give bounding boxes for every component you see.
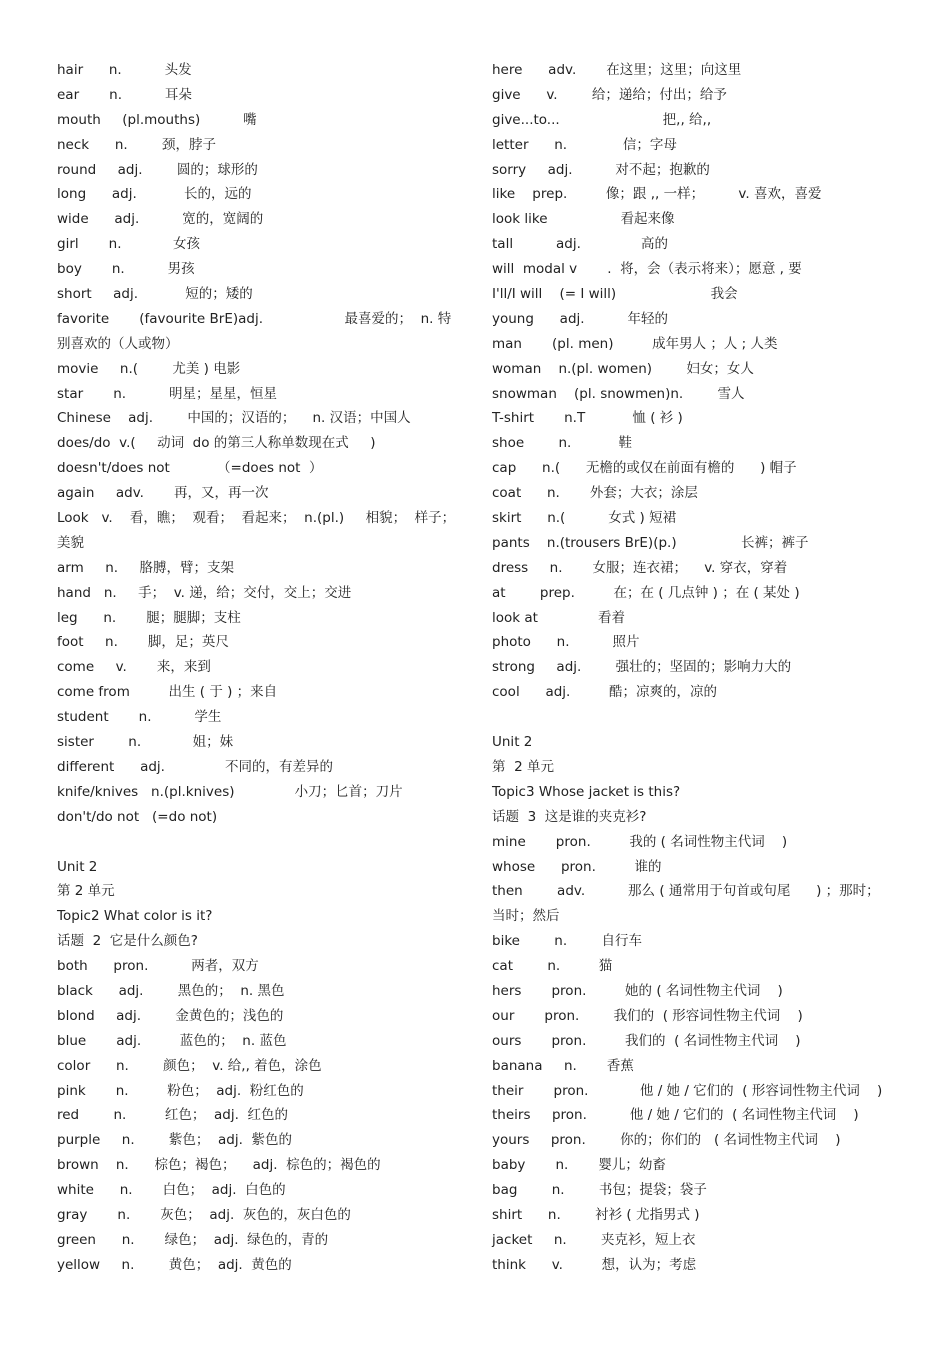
vocab-line: mine pron. 我的 ( 名词性物主代词 ) <box>492 833 788 850</box>
vocab-line: man (pl. men) 成年男人 ；人 ; 人类 <box>492 335 778 352</box>
vocab-line: woman n.(pl. women) 妇女；女人 <box>492 360 754 377</box>
vocab-line: brown n. 棕色；褐色； adj. 棕色的；褐色的 <box>57 1157 381 1174</box>
vocab-line: leg n. 腿；腿脚；支柱 <box>57 609 241 626</box>
vocab-line: coat n. 外套；大衣；涂层 <box>492 485 698 502</box>
vocab-line: whose pron. 谁的 <box>492 858 662 875</box>
vocab-line: hers pron. 她的 ( 名词性物主代词 ) <box>492 982 783 999</box>
left-column <box>57 58 462 1278</box>
vocab-line: bag n. 书包；提袋；袋子 <box>492 1182 707 1199</box>
vocab-line: come from 出生 ( 于 ) ；来自 <box>57 684 278 701</box>
vocab-line: does/do v.( 动词 do 的第三人称单数现在式 ) <box>57 435 376 452</box>
vocab-line: shoe n. 鞋 <box>492 435 633 452</box>
vocab-line: ear n. 耳朵 <box>57 86 192 103</box>
vocab-line: black adj. 黑色的； n. 黑色 <box>57 982 285 999</box>
vocab-line: jacket n. 夹克衫，短上衣 <box>492 1231 696 1248</box>
vocab-line: sorry adj. 对不起；抱歉的 <box>492 161 710 178</box>
vocab-line: letter n. 信；字母 <box>492 136 677 153</box>
vocab-line: round adj. 圆的；球形的 <box>57 161 258 178</box>
vocab-line: their pron. 他 / 她 / 它们的 ( 形容词性物主代词 ) <box>492 1082 883 1099</box>
vocab-line: will modal v . 将，会（表示将来）；愿意 , 要 <box>492 261 802 278</box>
vocab-line: Topic3 Whose jacket is this? <box>492 783 681 800</box>
vocab-line: knife/knives n.(pl.knives) 小刀；匕首；刀片 <box>57 783 403 800</box>
vocab-line: wide adj. 宽的，宽阔的 <box>57 211 264 228</box>
vocab-line: color n. 颜色； v. 给,, 着色，涂色 <box>57 1057 322 1074</box>
right-column <box>492 58 892 1278</box>
vocab-line: neck n. 颈，脖子 <box>57 136 217 153</box>
vocab-line: Chinese adj. 中国的；汉语的； n. 汉语；中国人 <box>57 410 411 427</box>
vocab-line: Look v. 看，瞧； 观看； 看起来； n.(pl.) 相貌； 样子； <box>57 510 456 527</box>
vocab-line: bike n. 自行车 <box>492 933 642 950</box>
vocab-line: cool adj. 酷；凉爽的，凉的 <box>492 684 717 701</box>
vocab-line: green n. 绿色； adj. 绿色的，青的 <box>57 1231 329 1248</box>
vocab-line: Topic2 What color is it? <box>57 908 213 925</box>
vocab-line: Unit 2 <box>57 858 98 875</box>
vocab-line: Unit 2 <box>492 734 533 751</box>
vocab-line: 美貌 <box>57 534 84 551</box>
vocab-line: I'll/I will (= I will) 我会 <box>492 286 738 303</box>
vocab-line: different adj. 不同的，有差异的 <box>57 758 334 775</box>
vocab-line: baby n. 婴儿；幼畜 <box>492 1157 666 1174</box>
vocab-line: movie n.( 尤美 ) 电影 <box>57 360 241 377</box>
vocab-line: cap n.( 无檐的或仅在前面有檐的 ) 帽子 <box>492 460 797 477</box>
vocab-line: boy n. 男孩 <box>57 261 195 278</box>
vocab-line: theirs pron. 他 / 她 / 它们的 ( 名词性物主代词 ) <box>492 1107 859 1124</box>
vocab-line: then adv. 那么 ( 通常用于句首或句尾 ) ；那时； <box>492 883 880 900</box>
vocab-line: 别喜欢的（人或物） <box>57 335 179 352</box>
vocab-line: hand n. 手； v. 递，给；交付，交上；交进 <box>57 584 352 601</box>
vocab-line: 第 2 单元 <box>492 758 554 775</box>
vocab-line: hair n. 头发 <box>57 62 192 78</box>
vocab-line: come v. 来，来到 <box>57 659 211 676</box>
vocab-line: our pron. 我们的 ( 形容词性物主代词 ) <box>492 1007 803 1024</box>
vocab-line: at prep. 在；在 ( 几点钟 ) ；在 ( 某处 ) <box>492 584 800 601</box>
vocab-line: girl n. 女孩 <box>57 236 201 253</box>
vocab-line: here adv. 在这里；这里；向这里 <box>492 62 742 78</box>
vocab-line: purple n. 紫色； adj. 紫色的 <box>57 1132 292 1149</box>
vocab-line: ours pron. 我们的 ( 名词性物主代词 ) <box>492 1032 801 1049</box>
vocab-line: white n. 白色； adj. 白色的 <box>57 1182 286 1199</box>
vocab-line: dress n. 女服；连衣裙； v. 穿衣，穿着 <box>492 559 788 576</box>
vocab-line: sister n. 姐；妹 <box>57 734 234 751</box>
vocab-line: pants n.(trousers BrE)(p.) 长裤；裤子 <box>492 534 809 551</box>
vocab-line: blond adj. 金黄色的；浅色的 <box>57 1007 284 1024</box>
vocab-line: gray n. 灰色； adj. 灰色的，灰白色的 <box>57 1206 351 1223</box>
vocab-line: again adv. 再，又，再一次 <box>57 485 269 502</box>
vocab-line: star n. 明星；星星，恒星 <box>57 385 277 402</box>
vocab-line: yellow n. 黄色； adj. 黄色的 <box>57 1256 292 1273</box>
vocab-line: look like 看起来像 <box>492 211 675 228</box>
vocab-line: photo n. 照片 <box>492 634 640 651</box>
vocab-line: look at 看着 <box>492 609 626 626</box>
vocab-line: red n. 红色； adj. 红色的 <box>57 1107 288 1124</box>
vocab-line: both pron. 两者，双方 <box>57 958 259 975</box>
blank-line <box>492 705 892 730</box>
vocab-line: arm n. 胳膊，臂；支架 <box>57 559 234 576</box>
vocab-line: banana n. 香蕉 <box>492 1057 634 1074</box>
vocab-line: 第 2 单元 <box>57 883 115 900</box>
vocab-line: snowman (pl. snowmen)n. 雪人 <box>492 385 745 402</box>
vocab-line: long adj. 长的，远的 <box>57 186 252 203</box>
vocab-line: doesn't/does not （=does not ） <box>57 460 323 477</box>
vocab-line: favorite (favourite BrE)adj. 最喜爱的； n. 特 <box>57 310 452 327</box>
vocab-line: student n. 学生 <box>57 709 222 726</box>
vocab-line: yours pron. 你的；你们的 ( 名词性物主代词 ) <box>492 1132 841 1149</box>
vocab-line: 当时；然后 <box>492 908 560 925</box>
vocab-line: foot n. 脚，足；英尺 <box>57 634 229 651</box>
vocab-line: 话题 2 它是什么颜色? <box>57 933 198 950</box>
vocab-line: mouth (pl.mouths) 嘴 <box>57 111 257 128</box>
vocab-line: blue adj. 蓝色的； n. 蓝色 <box>57 1032 287 1049</box>
vocab-line: don't/do not (=do not) <box>57 808 218 825</box>
vocab-line: strong adj. 强壮的；坚固的；影响力大的 <box>492 659 792 676</box>
vocab-line: young adj. 年轻的 <box>492 310 668 327</box>
vocab-line: think v. 想，认为；考虑 <box>492 1256 697 1273</box>
vocab-line: skirt n.( 女式 ) 短裙 <box>492 510 677 527</box>
vocab-line: 话题 3 这是谁的夹克衫? <box>492 808 647 825</box>
vocab-line: T-shirt n.T 恤 ( 衫 ) <box>492 410 683 427</box>
vocab-line: give...to... 把,, 给,, <box>492 111 712 128</box>
vocab-line: tall adj. 高的 <box>492 236 668 253</box>
blank-line <box>57 830 462 855</box>
vocab-line: short adj. 短的；矮的 <box>57 286 253 303</box>
vocab-line: give v. 给；递给；付出；给予 <box>492 86 727 103</box>
vocab-line: shirt n. 衬衫 ( 尤指男式 ) <box>492 1206 700 1223</box>
vocab-line: pink n. 粉色； adj. 粉红色的 <box>57 1082 304 1099</box>
vocab-line: cat n. 猫 <box>492 958 613 975</box>
vocab-line: like prep. 像；跟 ,, 一样； v. 喜欢，喜爱 <box>492 186 822 203</box>
